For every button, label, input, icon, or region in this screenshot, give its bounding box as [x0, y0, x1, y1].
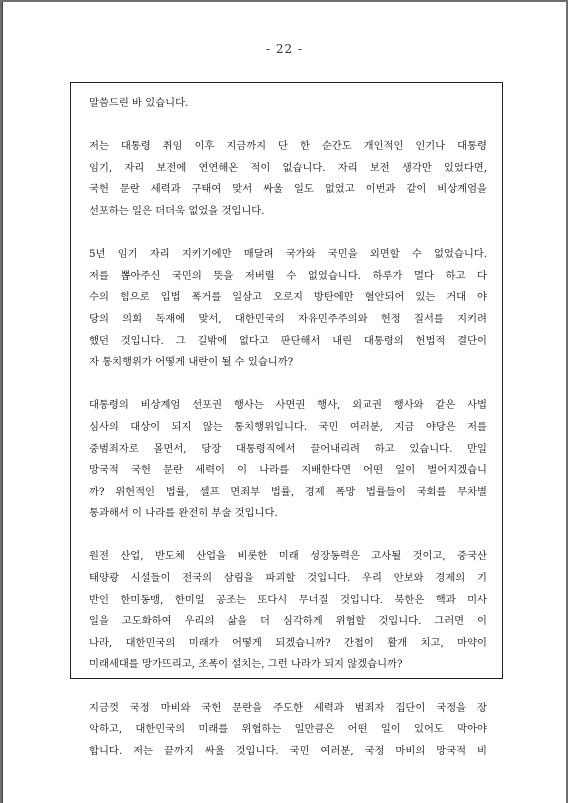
- paragraph: [89, 546, 487, 676]
- text-line: 선포하는 일은 더더욱 없었을 것입니다.: [89, 204, 265, 217]
- document-body: [89, 93, 487, 784]
- page-number: - 22 -: [265, 42, 303, 56]
- text-line: 악하고, 대한민국의 미래를 위협하는 일만큼은 어떤 일이 있어도 막아야: [89, 723, 487, 736]
- text-line: 대통령의 비상계엄 선포권 행사는 사면권 행사, 외교권 행사와 같은 사법: [89, 399, 487, 412]
- text-line: 저를 뽑아주신 국민의 뜻을 저버릴 수 없었습니다. 하루가 멀다 하고 다: [89, 269, 487, 282]
- document-page: [2, 2, 566, 803]
- text-line: 나라, 대한민국의 미래가 어떻게 되겠습니까? 간첩이 활개 치고, 마약이: [89, 636, 487, 649]
- paragraph: [89, 244, 487, 374]
- text-line: 통과해서 이 나라를 완전히 부술 것입니다.: [89, 507, 278, 520]
- text-line: 까? 위헌적인 법률, 셀프 면죄부 법률, 경제 폭망 법률들이 국회를 무차별: [89, 485, 487, 498]
- text-line: 수의 힘으로 입법 폭거를 일삼고 오로지 방탄에만 혈안되어 있는 거대 야: [89, 291, 487, 304]
- text-line: 미래세대를 망가뜨리고, 조폭이 설치는, 그런 나라가 되지 않겠습니까?: [89, 658, 403, 671]
- text-line: 저는 대통령 취임 이후 지금까지 단 한 순간도 개인적인 인기나 대통령: [89, 140, 487, 153]
- text-line: 중범죄자로 몰면서, 당장 대통령직에서 끌어내리려 하고 있습니다. 만일: [89, 442, 487, 455]
- text-line: 임기, 자리 보전에 연연해온 적이 없습니다. 자리 보전 생각만 있었다면,: [89, 161, 487, 174]
- text-line: 자 통치행위가 어떻게 내란이 될 수 있습니까?: [89, 356, 294, 369]
- paragraph: [89, 136, 487, 222]
- text-line: 국헌 문란 세력과 구태여 맞서 싸울 일도 없었고 이번과 같이 비상계엄을: [89, 183, 487, 196]
- paragraph: [89, 395, 487, 525]
- text-line: 합니다. 저는 끝까지 싸울 것입니다. 국민 여러분, 국정 마비의 망국적 비: [89, 744, 487, 757]
- text-line: 원전 산업, 반도체 산업을 비롯한 미래 성장동력은 고사될 것이고, 중국산: [89, 550, 487, 563]
- text-line: 일을 고도화하여 우리의 삶을 더 심각하게 위협할 것입니다. 그러면 이: [89, 615, 487, 628]
- text-line: 망국적 국헌 문란 세력이 이 나라를 지배한다면 어떤 일이 벌어지겠습니: [89, 464, 487, 477]
- text-line: 당의 의회 독재에 맞서, 대한민국의 자유민주주의와 헌정 질서를 지키려: [89, 312, 487, 325]
- paragraph: [89, 698, 487, 763]
- text-line: 지금껏 국정 마비와 국헌 문란을 주도한 세력과 범죄자 집단이 국정을 장: [89, 701, 487, 714]
- text-line: 태양광 시설들이 전국의 삼림을 파괴할 것입니다. 우리 안보와 경제의 기: [89, 572, 487, 585]
- paragraph: [89, 93, 487, 115]
- text-line: 심사의 대상이 되지 않는 통치행위입니다. 국민 여러분, 지금 야당은 저를: [89, 420, 487, 433]
- text-line: 말씀드린 바 있습니다.: [89, 97, 189, 109]
- text-line: 5년 임기 자리 지키기에만 매달려 국가와 국민을 외면할 수 없었습니다.: [89, 248, 487, 261]
- text-line: 반인 한미동맹, 한미일 공조는 또다시 무너질 것입니다. 북한은 핵과 미사: [89, 593, 487, 606]
- text-line: 했던 것입니다. 그 길밖에 없다고 판단해서 내린 대통령의 헌법적 결단이: [89, 334, 487, 347]
